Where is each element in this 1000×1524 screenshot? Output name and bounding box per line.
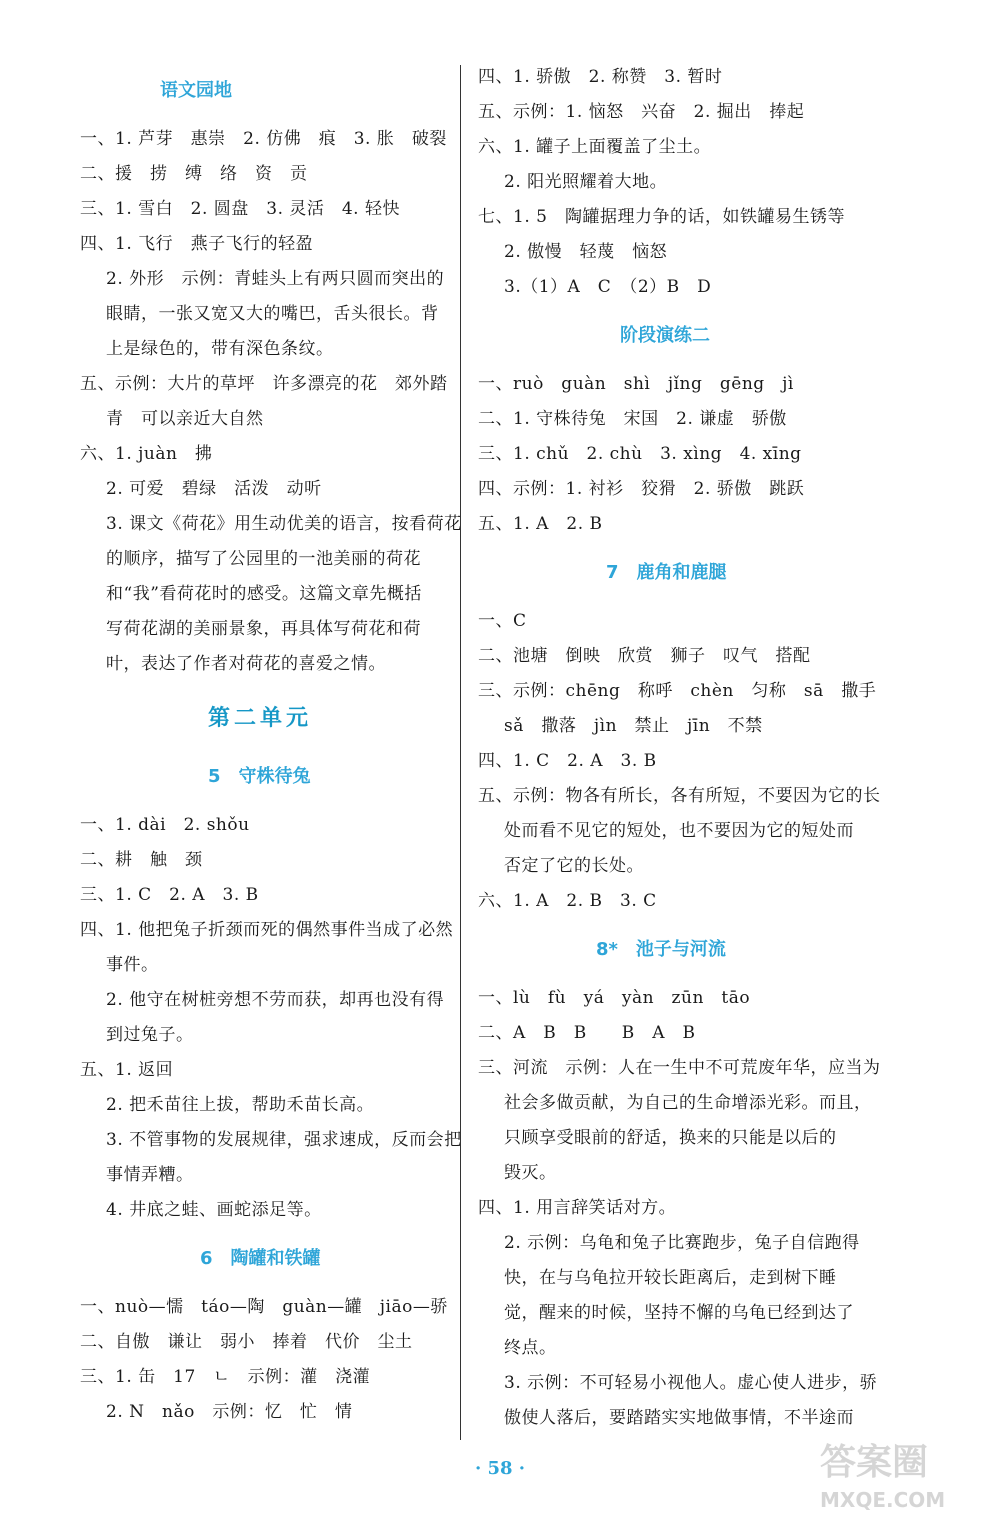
answer-line: 处而看不见它的短处，也不要因为它的短处而 <box>504 821 854 841</box>
answer-line: 叶，表达了作者对荷花的喜爱之情。 <box>106 654 386 674</box>
answer-line: 四、1. 骄傲 2. 称赞 3. 暂时 <box>478 67 723 87</box>
answer-line: 只顾享受眼前的舒适，换来的只能是以后的 <box>504 1128 837 1148</box>
answer-line: 二、自傲 谦让 弱小 捧着 代价 尘土 <box>80 1332 413 1352</box>
answer-line: 一、nuò—懦 táo—陶 guàn—罐 jiāo—骄 <box>80 1297 448 1317</box>
answer-line: 3.（1）A C （2）B D <box>504 277 712 297</box>
answer-line: 一、1. 芦芽 惠崇 2. 仿佛 痕 3. 胀 破裂 <box>80 129 447 149</box>
answer-line: 否定了它的长处。 <box>504 856 644 876</box>
answer-line: 二、援 捞 缚 络 资 贡 <box>80 164 308 184</box>
answer-line: 二、1. 守株待兔 宋国 2. 谦虚 骄傲 <box>478 409 787 429</box>
answer-line: 事件。 <box>106 955 159 975</box>
answer-line: 2. 外形 示例：青蛙头上有两只圆而突出的 <box>106 269 445 289</box>
answer-line: 和“我”看荷花时的感受。这篇文章先概括 <box>106 584 422 604</box>
column-divider <box>460 65 461 1440</box>
answer-line: 4. 井底之蛙、画蛇添足等。 <box>106 1200 322 1220</box>
answer-line: 傲使人落后，要踏踏实实地做事情，不半途而 <box>504 1408 854 1428</box>
unit-title: 第二单元 <box>208 705 313 731</box>
answer-line: 写荷花湖的美丽景象，再具体写荷花和荷 <box>106 619 421 639</box>
answer-line: 五、1. A 2. B <box>478 514 603 534</box>
left-answer-column <box>80 60 462 1430</box>
watermark-logo-text: 答案圈 <box>820 1442 929 1483</box>
answer-line: 二、耕 触 颈 <box>80 850 203 870</box>
answer-line: 2. 阳光照耀着大地。 <box>504 172 668 192</box>
answer-line: 五、示例：大片的草坪 许多漂亮的花 郊外踏 <box>80 374 448 394</box>
answer-line: 一、1. dài 2. shǒu <box>80 815 250 835</box>
answer-line: 上是绿色的，带有深色条纹。 <box>106 339 334 359</box>
answer-line: 四、1. 飞行 燕子飞行的轻盈 <box>80 234 314 254</box>
answer-line: 四、示例：1. 衬衫 狡猾 2. 骄傲 跳跃 <box>478 479 805 499</box>
answer-line: 快，在与乌龟拉开较长距离后，走到树下睡 <box>504 1268 837 1288</box>
answer-line: 五、示例：物各有所长，各有所短，不要因为它的长 <box>478 786 881 806</box>
answer-line: 五、1. 返回 <box>80 1060 174 1080</box>
answer-line: 四、1. 他把兔子折颈而死的偶然事件当成了必然 <box>80 920 454 940</box>
answer-line: 一、ruò guàn shì jǐng gēng jì <box>478 374 794 394</box>
answer-line: 青 可以亲近大自然 <box>106 409 264 429</box>
answer-line: 3. 不管事物的发展规律，强求速成，反而会把 <box>106 1130 462 1150</box>
answer-line: 六、1. A 2. B 3. C <box>478 891 657 911</box>
answer-line: 一、C <box>478 611 527 631</box>
section-heading: 阶段演练二 <box>620 325 710 346</box>
watermark-site-text: MXQE.COM <box>820 1488 946 1512</box>
answer-line: 觉，醒来的时候，坚持不懈的乌龟已经到达了 <box>504 1303 854 1323</box>
answer-line: 的顺序，描写了公园里的一池美丽的荷花 <box>106 549 421 569</box>
answer-line: 社会多做贡献，为自己的生命增添光彩。而且， <box>504 1093 872 1113</box>
answer-line: 二、池塘 倒映 欣赏 狮子 叹气 搭配 <box>478 646 811 666</box>
answer-line: 七、1. 5 陶罐据理力争的话，如铁罐易生锈等 <box>478 207 845 227</box>
answer-line: 四、1. C 2. A 3. B <box>478 751 657 771</box>
answer-line: 事情弄糟。 <box>106 1165 194 1185</box>
answer-line: 二、A B B B A B <box>478 1023 696 1043</box>
answer-line: 六、1. 罐子上面覆盖了尘土。 <box>478 137 712 157</box>
right-answer-column <box>478 60 881 1436</box>
answer-line: 3. 课文《荷花》用生动优美的语言，按看荷花 <box>106 514 462 534</box>
answer-line: 2. 他守在树桩旁想不劳而获，却再也没有得 <box>106 990 445 1010</box>
answer-line: 2. N nǎo 示例：忆 忙 情 <box>106 1402 353 1422</box>
watermark-logo <box>820 1440 990 1520</box>
section-heading: 语文园地 <box>160 80 232 101</box>
answer-line: 五、示例：1. 恼怒 兴奋 2. 掘出 捧起 <box>478 102 805 122</box>
answer-line: 六、1. juàn 拂 <box>80 444 213 464</box>
answer-line: 三、1. 缶 17 ㄴ 示例：灌 浇灌 <box>80 1367 371 1387</box>
answer-line: 三、1. chǔ 2. chù 3. xìng 4. xīng <box>478 444 802 464</box>
answer-line: 2. 可爱 碧绿 活泼 动听 <box>106 479 322 499</box>
section-heading: 7 鹿角和鹿腿 <box>606 562 727 583</box>
answer-line: sǎ 撒落 jìn 禁止 jīn 不禁 <box>504 716 763 736</box>
answer-line: 2. 把禾苗往上拔，帮助禾苗长高。 <box>106 1095 375 1115</box>
section-heading: 6 陶罐和铁罐 <box>200 1248 321 1269</box>
section-heading: 5 守株待兔 <box>208 766 311 787</box>
answer-line: 3. 示例：不可轻易小视他人。虚心使人进步，骄 <box>504 1373 878 1393</box>
page-number: · 58 · <box>474 1458 526 1479</box>
answer-line: 一、lù fù yá yàn zūn tāo <box>478 988 751 1008</box>
answer-line: 终点。 <box>504 1338 557 1358</box>
answer-line: 三、河流 示例：人在一生中不可荒废年华，应当为 <box>478 1058 881 1078</box>
answer-line: 2. 傲慢 轻蔑 恼怒 <box>504 242 668 262</box>
answer-line: 眼睛，一张又宽又大的嘴巴，舌头很长。背 <box>106 304 439 324</box>
answer-line: 三、1. C 2. A 3. B <box>80 885 259 905</box>
answer-line: 到过兔子。 <box>106 1025 194 1045</box>
answer-line: 三、示例：chēng 称呼 chèn 匀称 sā 撒手 <box>478 681 877 701</box>
section-heading: 8* 池子与河流 <box>596 939 726 960</box>
answer-line: 四、1. 用言辞笑话对方。 <box>478 1198 677 1218</box>
answer-line: 三、1. 雪白 2. 圆盘 3. 灵活 4. 轻快 <box>80 199 400 219</box>
answer-line: 2. 示例：乌龟和兔子比赛跑步，兔子自信跑得 <box>504 1233 860 1253</box>
answer-line: 毁灭。 <box>504 1163 557 1183</box>
